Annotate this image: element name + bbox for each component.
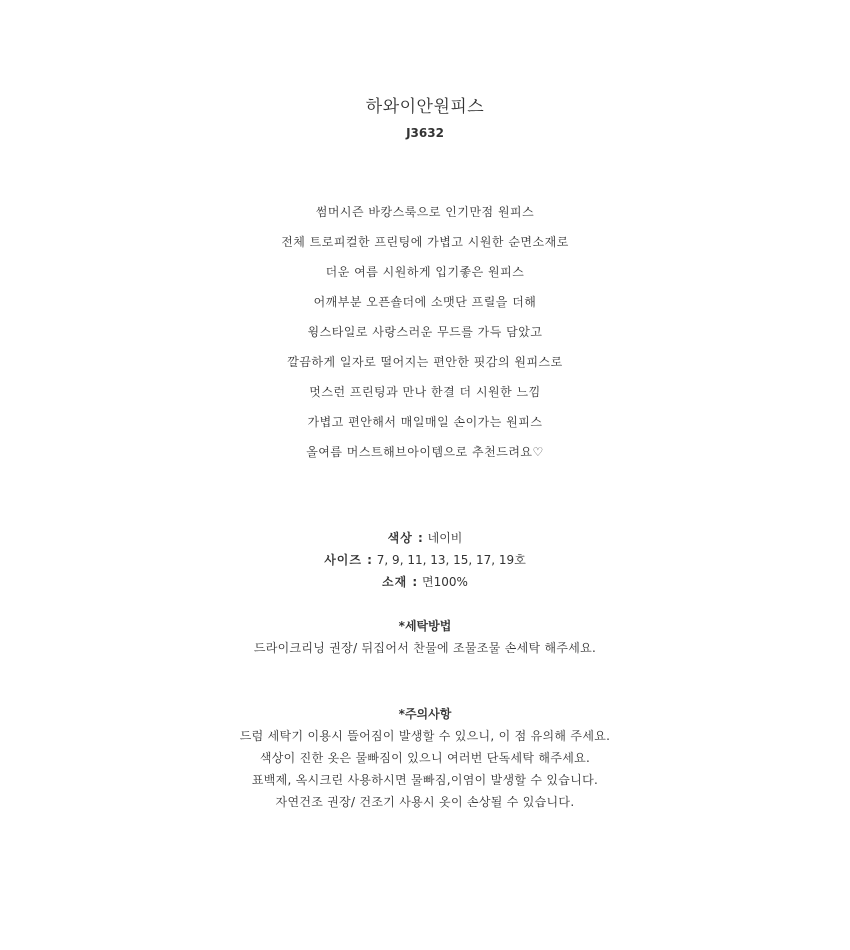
caution-section: [0, 704, 850, 814]
product-title: 하와이안원피스: [365, 97, 485, 117]
description-line: 썸머시즌 바캉스룩으로 인기만점 원피스: [315, 205, 535, 219]
spec-material: [0, 572, 850, 594]
caution-line: 자연건조 권장/ 건조기 사용시 옷이 손상될 수 있습니다.: [275, 795, 575, 809]
description-line: 멋스런 프린팅과 만나 한결 더 시원한 느낌: [309, 385, 541, 399]
washing-title: *세탁방법: [398, 619, 452, 633]
washing-section: [0, 616, 850, 660]
spec-material-label: 소재 :: [382, 575, 419, 589]
description-line: 더운 여름 시원하게 입기좋은 원피스: [325, 265, 525, 279]
spec-material-value: 면100%: [422, 575, 468, 589]
spec-size-label: 사이즈 :: [324, 553, 373, 567]
spec-color-label: 색상 :: [387, 531, 424, 545]
description-line: 어깨부분 오픈숄더에 소맷단 프릴을 더해: [313, 295, 537, 309]
description-line: 가볍고 편안해서 매일매일 손이가는 원피스: [307, 415, 543, 429]
caution-line: 드럼 세탁기 이용시 뜰어짐이 발생할 수 있으니, 이 점 유의해 주세요.: [239, 729, 611, 743]
washing-lines: [0, 638, 850, 660]
caution-lines: [0, 726, 850, 814]
caution-title: *주의사항: [398, 707, 452, 721]
caution-line: 표백제, 옥시크린 사용하시면 물빠짐,이염이 발생할 수 있습니다.: [251, 773, 599, 787]
description-line: 깔끔하게 일자로 떨어지는 편안한 핏감의 원피스로: [287, 355, 563, 369]
product-code: J3632: [406, 126, 444, 140]
caution-line: 색상이 진한 옷은 물빠짐이 있으니 여러번 단독세탁 해주세요.: [259, 751, 591, 765]
product-specs: [0, 528, 850, 594]
spec-color-value: 네이비: [427, 531, 463, 545]
spec-color: [0, 528, 850, 550]
product-description: [0, 202, 850, 472]
description-line: 전체 트로피컬한 프린팅에 가볍고 시원한 순면소재로: [281, 235, 569, 249]
spec-size: [0, 550, 850, 572]
washing-line: 드라이크리닝 권장/ 뒤집어서 찬물에 조물조물 손세탁 해주세요.: [253, 641, 597, 655]
description-line: 윙스타일로 사랑스러운 무드를 가득 담았고: [307, 325, 543, 339]
description-line: 올여름 머스트해브아이템으로 추천드려요♡: [306, 445, 544, 459]
spec-size-value: 7, 9, 11, 13, 15, 17, 19호: [376, 553, 526, 567]
